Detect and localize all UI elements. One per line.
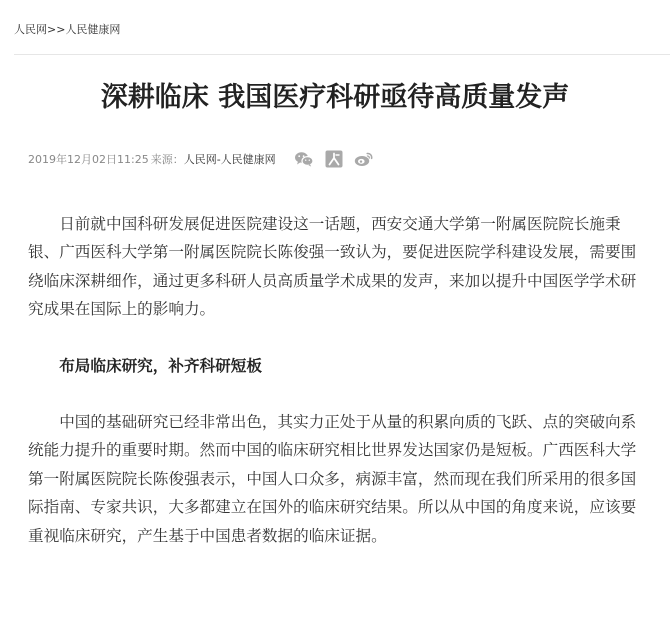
wechat-icon[interactable] [294, 150, 314, 168]
share-bar [294, 150, 374, 168]
publish-date: 2019年12月02日11:25 [28, 153, 149, 166]
section-heading: 布局临床研究，补齐科研短板 [59, 356, 262, 375]
breadcrumb-home-link[interactable]: 人民网 [14, 23, 47, 36]
header-divider [14, 54, 670, 55]
article-paragraph: 中国的基础研究已经非常出色，其实力正处于从量的积累向质的飞跃、点的突破向系统能力提升的重要时期。然而中国的临床研究相比世界发达国家仍是短板。广西医科大学第一附属医院院长陈俊强表示，中国人口众多，病源丰富，然而现在我们所采用的很多国际指南、专家共识，大多都建立在国外的临床研究结果。所以从中国的角度来说，应该要重视临床研究，产生基于中国患者数据的临床证据。 [28, 413, 637, 545]
source-link[interactable]: 人民网-人民健康网 [183, 153, 276, 166]
breadcrumb-channel-link[interactable]: 人民健康网 [65, 23, 121, 36]
paragraph-spacer [28, 324, 648, 352]
paragraph-spacer [28, 380, 648, 408]
sina-weibo-icon[interactable] [354, 150, 374, 168]
article-body [28, 210, 648, 550]
article-paragraph: 日前就中国科研发展促进医院建设这一话题，西安交通大学第一附属医院院长施秉银、广西医科大学第一附属医院院长陈俊强一致认为，要促进医院学科建设发展，需要围绕临床深耕细作，通过更多科研人员高质量学术成果的发声，来加以提升中国医学学术研究成果在国际上的影响力。 [28, 215, 637, 319]
breadcrumb-separator: >> [47, 23, 66, 36]
breadcrumb [14, 23, 120, 37]
article-meta [28, 150, 374, 168]
renmin-weibo-icon[interactable] [324, 150, 344, 168]
article-title: 深耕临床 我国医疗科研亟待高质量发声 [100, 82, 570, 113]
source-label: 来源： [150, 153, 184, 166]
